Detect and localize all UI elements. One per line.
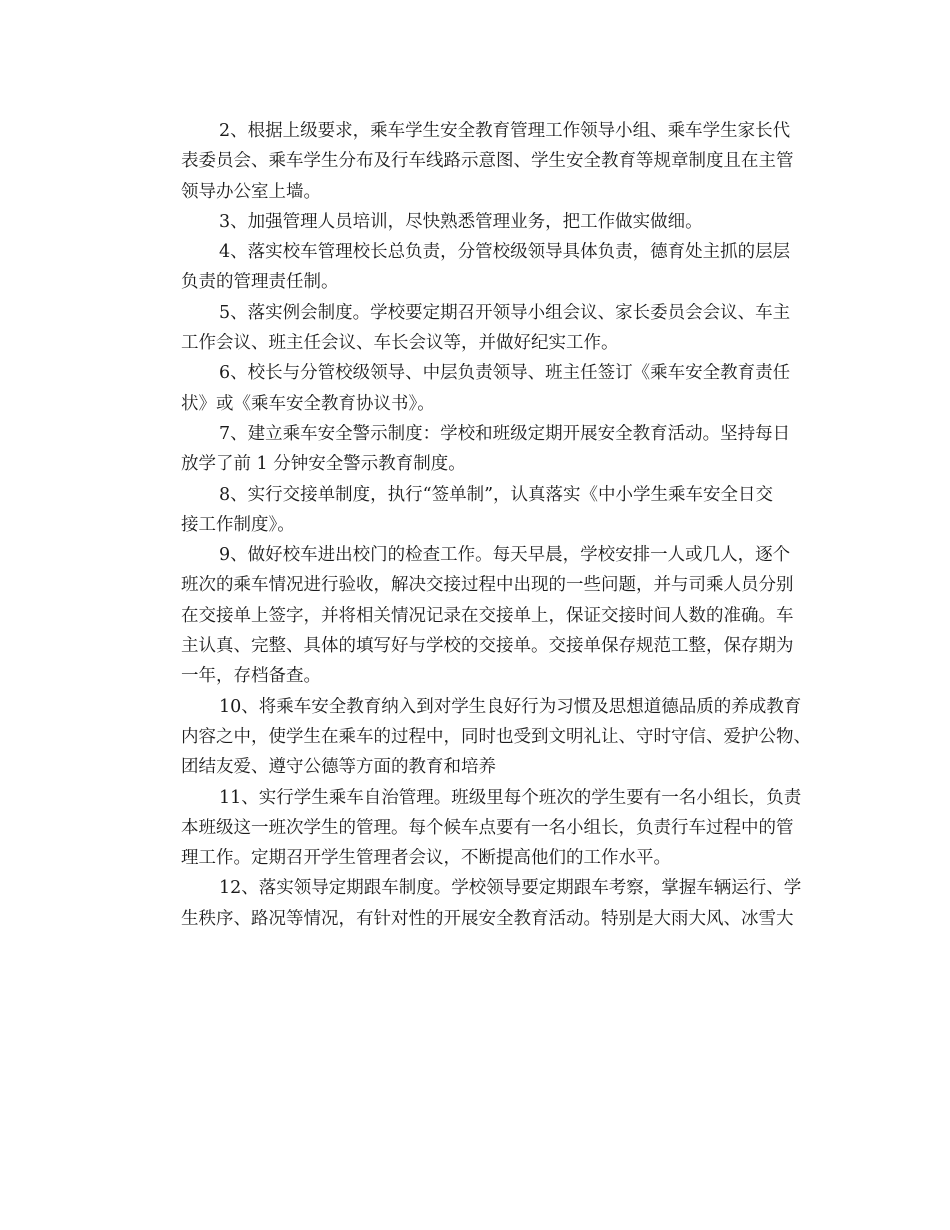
text-line: 生秩序、路况等情况，有针对性的开展安全教育活动。特别是大雨大风、冰雪大: [181, 908, 794, 929]
paragraph-3: [146, 207, 811, 237]
text-line: 接工作制度》。: [181, 514, 295, 535]
text-line: 内容之中，使学生在乘车的过程中，同时也受到文明礼让、守时守信、爱护公物、: [181, 726, 811, 747]
text-line: 9、做好校车进出校门的检查工作。每天早晨，学校安排一人或几人，逐个: [219, 545, 791, 566]
text-line: 一年，存档备查。: [181, 666, 321, 687]
paragraph-2: [146, 116, 811, 207]
text-line: 状》或《乘车安全教育协议书》。: [181, 393, 435, 414]
text-line: 理工作。定期召开学生管理者会议，不断提高他们的工作水平。: [181, 848, 671, 869]
text-line: 8、实行交接单制度，执行“签单制”，认真落实《中小学生乘车安全日交: [219, 484, 774, 505]
paragraph-8: [146, 480, 811, 541]
text-line: 班次的乘车情况进行验收，解决交接过程中出现的一些问题，并与司乘人员分别: [181, 575, 794, 596]
text-line: 6、校长与分管校级领导、中层负责领导、班主任签订《乘车安全教育责任: [219, 363, 791, 384]
text-line: 11、实行学生乘车自治管理。班级里每个班次的学生要有一名小组长，负责: [219, 787, 802, 808]
text-line: 表委员会、乘车学生分布及行车线路示意图、学生安全教育等规章制度且在主管: [181, 151, 794, 172]
text-line: 3、加强管理人员培训，尽快熟悉管理业务，把工作做实做细。: [219, 211, 703, 232]
paragraph-6: [146, 358, 811, 419]
paragraph-10: [146, 692, 811, 783]
text-line: 工作会议、班主任会议、车长会议等，并做好纪实工作。: [181, 333, 619, 354]
paragraph-7: [146, 419, 811, 480]
text-line: 本班级这一班次学生的管理。每个候车点要有一名小组长，负责行车过程中的管: [181, 817, 794, 838]
text-line: 领导办公室上墙。: [181, 181, 321, 202]
text-line: 7、建立乘车安全警示制度：学校和班级定期开展安全教育活动。坚持每日: [219, 423, 791, 444]
text-line: 团结友爱、遵守公德等方面的教育和培养: [181, 757, 496, 778]
text-line: 放学了前 1 分钟安全警示教育制度。: [181, 454, 466, 475]
paragraph-12: [146, 873, 811, 934]
paragraph-11: [146, 783, 811, 874]
document-body: [146, 116, 811, 934]
paragraph-9: [146, 540, 811, 691]
paragraph-5: [146, 298, 811, 359]
text-line: 2、根据上级要求，乘车学生安全教育管理工作领导小组、乘车学生家长代: [219, 121, 791, 141]
text-line: 10、将乘车安全教育纳入到对学生良好行为习惯及思想道德品质的养成教育: [219, 696, 802, 717]
text-line: 主认真、完整、具体的填写好与学校的交接单。交接单保存规范工整，保存期为: [181, 636, 794, 657]
paragraph-4: [146, 237, 811, 298]
text-line: 5、落实例会制度。学校要定期召开领导小组会议、家长委员会会议、车主: [219, 302, 791, 323]
text-line: 4、落实校车管理校长总负责，分管校级领导具体负责，德育处主抓的层层: [219, 242, 791, 263]
text-line: 12、落实领导定期跟车制度。学校领导要定期跟车考察，掌握车辆运行、学: [219, 878, 802, 899]
text-line: 负责的管理责任制。: [181, 272, 339, 293]
text-line: 在交接单上签字，并将相关情况记录在交接单上，保证交接时间人数的准确。车: [181, 605, 794, 626]
